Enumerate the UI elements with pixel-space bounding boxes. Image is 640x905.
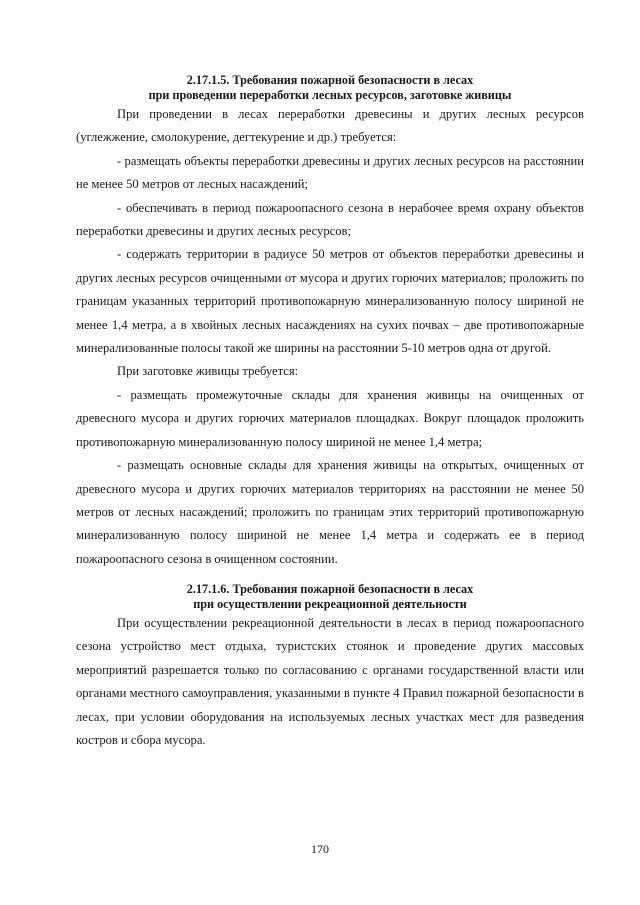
section-heading-line: 2.17.1.6. Требования пожарной безопасности в лесах <box>186 582 474 596</box>
section-heading <box>76 73 584 103</box>
section-heading-line: 2.17.1.5. Требования пожарной безопасности в лесах <box>186 73 474 87</box>
paragraph: - размещать основные склады для хранения живицы на открытых, очищенных от древесного мусора и других горючих материалов территориях на расстоянии не менее 50 метров от лесных насаждений; проложить по границам этих территорий противопожарную минерализованную полосу шириной не менее 1,4 метра и содержать ее в период пожароопасного сезона в очищенном состоянии. <box>76 458 584 566</box>
section-heading-line: при осуществлении рекреационной деятельности <box>193 597 467 611</box>
section-2-17-1-5 <box>76 73 584 571</box>
section-heading-line: при проведении переработки лесных ресурсов, заготовке живицы <box>148 88 512 102</box>
section-2-17-1-6 <box>76 582 584 752</box>
section-heading <box>76 582 584 612</box>
paragraph: - содержать территории в радиусе 50 метров от объектов переработки древесины и других лесных ресурсов очищенными от мусора и других горючих материалов; проложить по границам указанных территорий противопожарную минерализованную полосу шириной не менее 1,4 метра, а в хвойных лесных насаждениях на сухих почвах – две противопожарные минерализованные полосы такой же ширины на расстоянии 5-10 метров одна от другой. <box>76 247 584 356</box>
paragraph: - обеспечивать в период пожароопасного сезона в нерабочее время охрану объектов переработки древесины и других лесных ресурсов; <box>76 200 584 239</box>
paragraph: При заготовке живицы требуется: <box>117 364 299 379</box>
paragraph: - размещать объекты переработки древесины и других лесных ресурсов на расстоянии не менее 50 метров от лесных насаждений; <box>76 153 584 192</box>
page-number: 170 <box>311 842 329 856</box>
paragraph: При проведении в лесах переработки древесины и других лесных ресурсов (углежжение, смолокурение, дегтекурение и др.) требуется: <box>76 107 584 145</box>
paragraph: При осуществлении рекреационной деятельности в лесах в период пожароопасного сезона устройство мест отдыха, туристских стоянок и проведение других массовых мероприятий разрешается только по согласованию с органами государственной власти или органами местного самоуправления, указанными в пункте 4 Правил пожарной безопасности в лесах, при условии оборудования на используемых лесных участках мест для разведения костров и сбора мусора. <box>76 616 584 748</box>
paragraph: - размещать промежуточные склады для хранения живицы на очищенных от древесного мусора и других горючих материалов площадках. Вокруг площадок проложить противопожарную минерализованную полосу шириной не менее 1,4 метра; <box>76 387 584 449</box>
